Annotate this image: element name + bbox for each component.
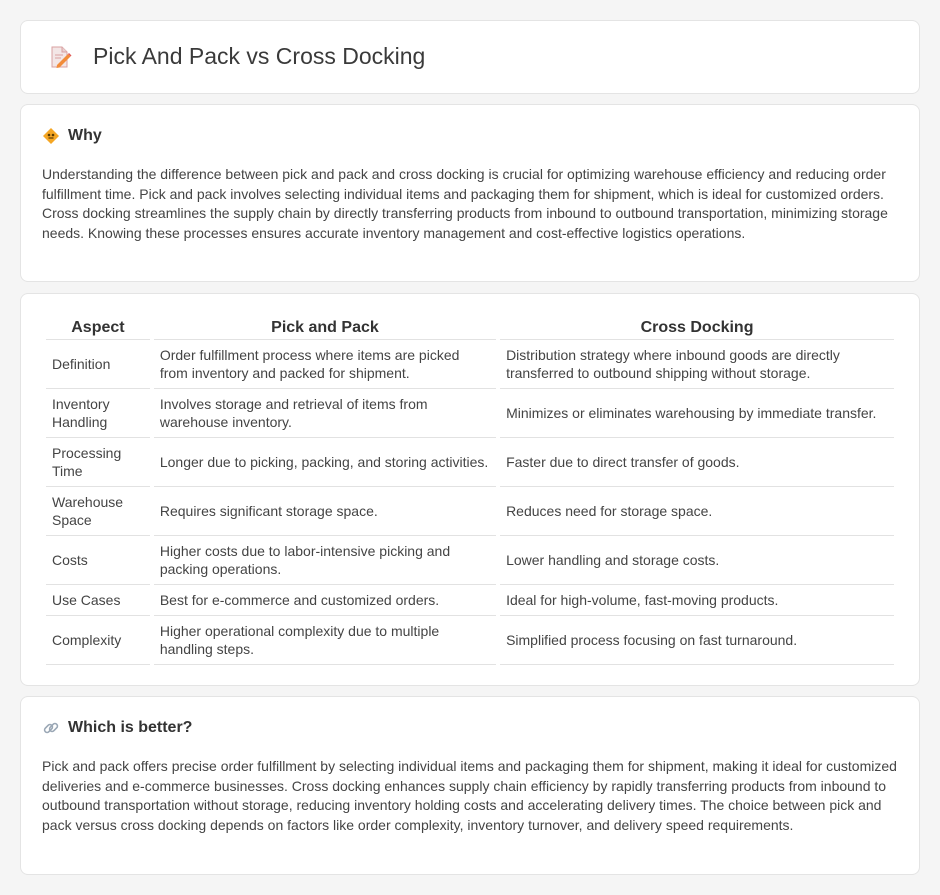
- table-row: [46, 585, 894, 616]
- aspect-cell: Complexity: [46, 616, 150, 665]
- table-row: [46, 487, 894, 536]
- cross-docking-cell: Lower handling and storage costs.: [500, 536, 894, 585]
- table-row: [46, 616, 894, 665]
- aspect-cell: Processing Time: [46, 438, 150, 487]
- cross-docking-cell: Reduces need for storage space.: [500, 487, 894, 536]
- header-card: [20, 20, 920, 94]
- pick-and-pack-cell: Requires significant storage space.: [154, 487, 496, 536]
- cross-docking-cell: Distribution strategy where inbound goods are directly transferred to outbound shipping without storage.: [500, 340, 894, 389]
- comparison-table: [42, 314, 898, 665]
- better-title: Which is better?: [68, 719, 193, 736]
- cross-docking-cell: Simplified process focusing on fast turnaround.: [500, 616, 894, 665]
- cross-docking-cell: Faster due to direct transfer of goods.: [500, 438, 894, 487]
- comparison-section: [20, 293, 920, 686]
- pick-and-pack-cell: Best for e-commerce and customized orders.: [154, 585, 496, 616]
- title-row: [47, 43, 425, 70]
- why-title: Why: [68, 127, 102, 144]
- aspect-cell: Costs: [46, 536, 150, 585]
- document-pencil-icon: [47, 44, 73, 70]
- pick-and-pack-cell: Higher operational complexity due to multiple handling steps.: [154, 616, 496, 665]
- column-header-aspect: Aspect: [46, 314, 150, 340]
- aspect-cell: Definition: [46, 340, 150, 389]
- link-icon: [42, 719, 60, 737]
- pick-and-pack-cell: Longer due to picking, packing, and storing activities.: [154, 438, 496, 487]
- page-title: Pick And Pack vs Cross Docking: [93, 43, 426, 69]
- aspect-cell: Inventory Handling: [46, 389, 150, 438]
- table-row: [46, 340, 894, 389]
- aspect-cell: Warehouse Space: [46, 487, 150, 536]
- which-is-better-section: [20, 696, 920, 875]
- why-section: [20, 104, 920, 282]
- better-heading: [42, 719, 192, 737]
- cross-docking-cell: Ideal for high-volume, fast-moving products.: [500, 585, 894, 616]
- column-header-cross-docking: Cross Docking: [500, 314, 894, 340]
- table-row: [46, 438, 894, 487]
- table-header-row: [46, 314, 894, 340]
- why-heading: [42, 127, 102, 145]
- aspect-cell: Use Cases: [46, 585, 150, 616]
- pick-and-pack-cell: Higher costs due to labor-intensive picking and packing operations.: [154, 536, 496, 585]
- pick-and-pack-cell: Order fulfillment process where items are picked from inventory and packed for shipment.: [154, 340, 496, 389]
- cross-docking-cell: Minimizes or eliminates warehousing by immediate transfer.: [500, 389, 894, 438]
- column-header-pick-and-pack: Pick and Pack: [154, 314, 496, 340]
- pick-and-pack-cell: Involves storage and retrieval of items from warehouse inventory.: [154, 389, 496, 438]
- why-text: Understanding the difference between pick and pack and cross docking is crucial for optimizing warehouse efficiency and reducing order fulfillment time. Pick and pack involves selecting individual items and packaging them for shipment, which is ideal for customized orders. Cross docking streamlines the supply chain by directly transferring products from inbound to outbound transportation, minimizing storage needs. Knowing these processes ensures accurate inventory management and cost-effective logistics operations.: [42, 166, 888, 241]
- table-row: [46, 536, 894, 585]
- warning-diamond-icon: [42, 127, 60, 145]
- table-row: [46, 389, 894, 438]
- better-text: Pick and pack offers precise order fulfillment by selecting individual items and packaging them for shipment, making it ideal for customized deliveries and e-commerce businesses. Cross docking enhances supply chain efficiency by rapidly transferring products from inbound to outbound transportation without storage, reducing inventory holding costs and accelerating delivery times. The choice between pick and pack versus cross docking depends on factors like order complexity, inventory turnover, and delivery speed requirements.: [42, 758, 897, 833]
